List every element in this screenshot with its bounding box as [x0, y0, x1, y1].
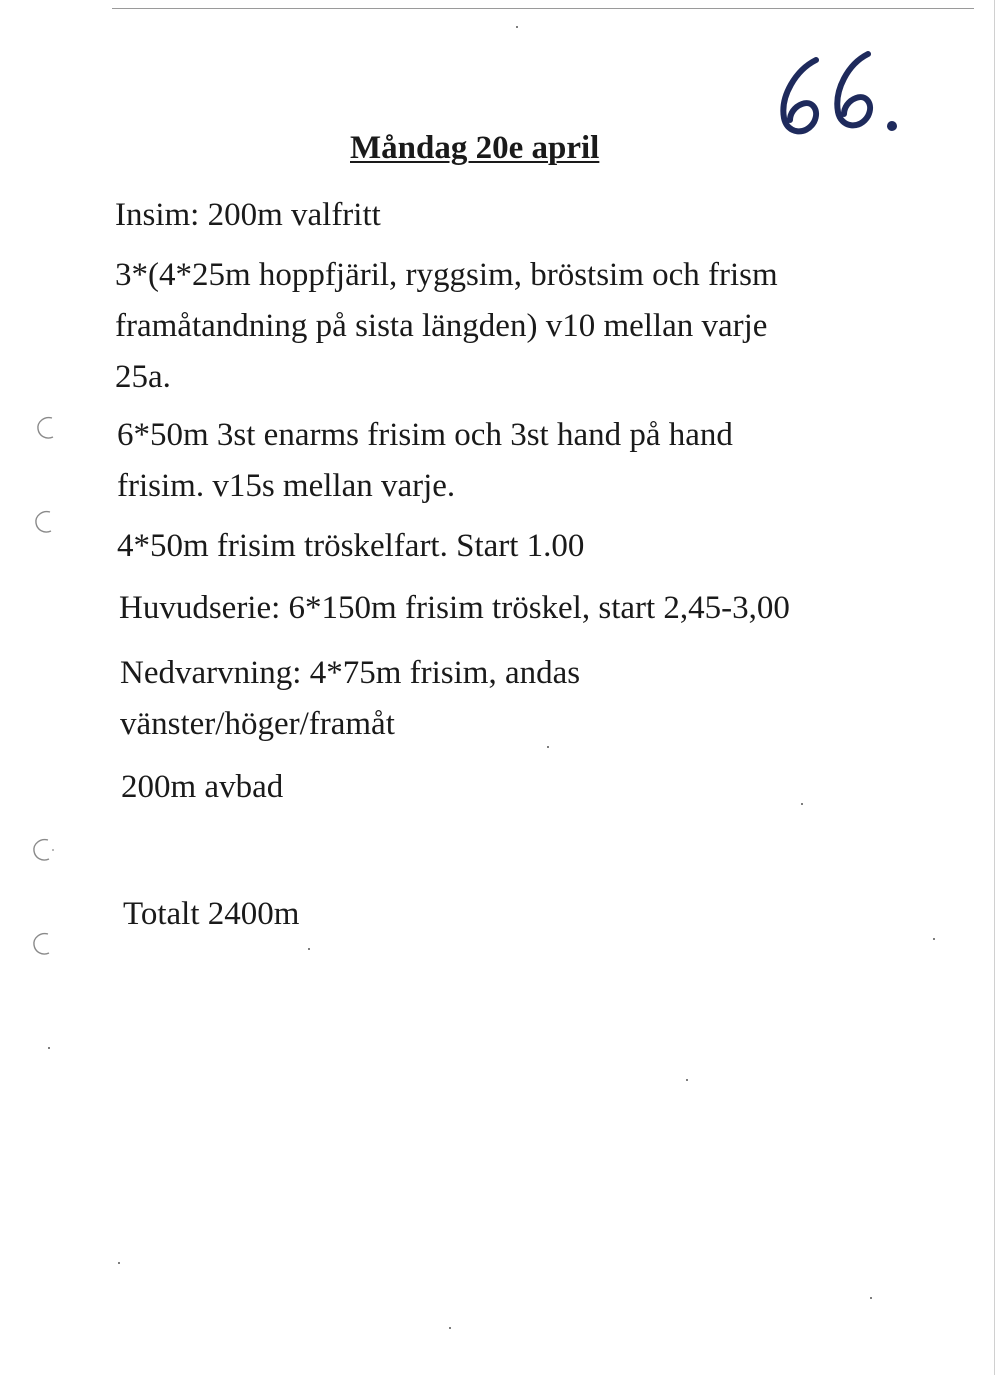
scan-speck [870, 1297, 872, 1299]
text-line: 200m avbad [121, 769, 284, 805]
text-line: Totalt 2400m [123, 896, 300, 932]
punch-hole-mark [30, 930, 54, 958]
handwritten-page-number [768, 44, 918, 144]
scan-speck [801, 803, 803, 805]
paragraph-totalt [123, 889, 299, 940]
text-line: frisim. v15s mellan varje. [117, 468, 456, 504]
scan-speck [449, 1327, 451, 1329]
scan-speck [118, 1262, 120, 1264]
page-right-edge [994, 0, 995, 1375]
punch-hole-mark [34, 414, 58, 442]
text-line: Huvudserie: 6*150m frisim tröskel, start 2,45-3,00 [119, 590, 790, 626]
paragraph-insim [115, 190, 381, 241]
paragraph-hoppfjaril-set [115, 250, 778, 403]
scan-speck [308, 948, 310, 950]
paragraph-troskelfart [117, 521, 584, 572]
text-line: 25a. [115, 359, 171, 395]
text-line: Nedvarvning: 4*75m frisim, andas [120, 655, 581, 691]
document-title: Måndag 20e april [350, 130, 600, 166]
scan-speck [933, 938, 935, 940]
paragraph-huvudserie [119, 583, 790, 634]
text-line: 6*50m 3st enarms frisim och 3st hand på hand [117, 417, 733, 453]
page-top-rule [112, 8, 974, 9]
text-line: 4*50m frisim tröskelfart. Start 1.00 [117, 528, 585, 564]
scan-speck [686, 1079, 688, 1081]
scan-speck [48, 1047, 50, 1049]
scan-speck [516, 26, 518, 28]
paragraph-enarms-set [117, 410, 733, 512]
text-line: framåtandning på sista längden) v10 mellan varje [115, 308, 768, 344]
punch-hole-mark [32, 508, 56, 536]
punch-hole-mark [30, 836, 54, 864]
paragraph-avbad [121, 762, 283, 813]
scan-speck [547, 746, 549, 748]
text-line: 3*(4*25m hoppfjäril, ryggsim, bröstsim och frism [115, 257, 778, 293]
paragraph-nedvarvning [120, 648, 580, 750]
text-line: Insim: 200m valfritt [115, 197, 381, 233]
text-line: vänster/höger/framåt [120, 706, 395, 742]
